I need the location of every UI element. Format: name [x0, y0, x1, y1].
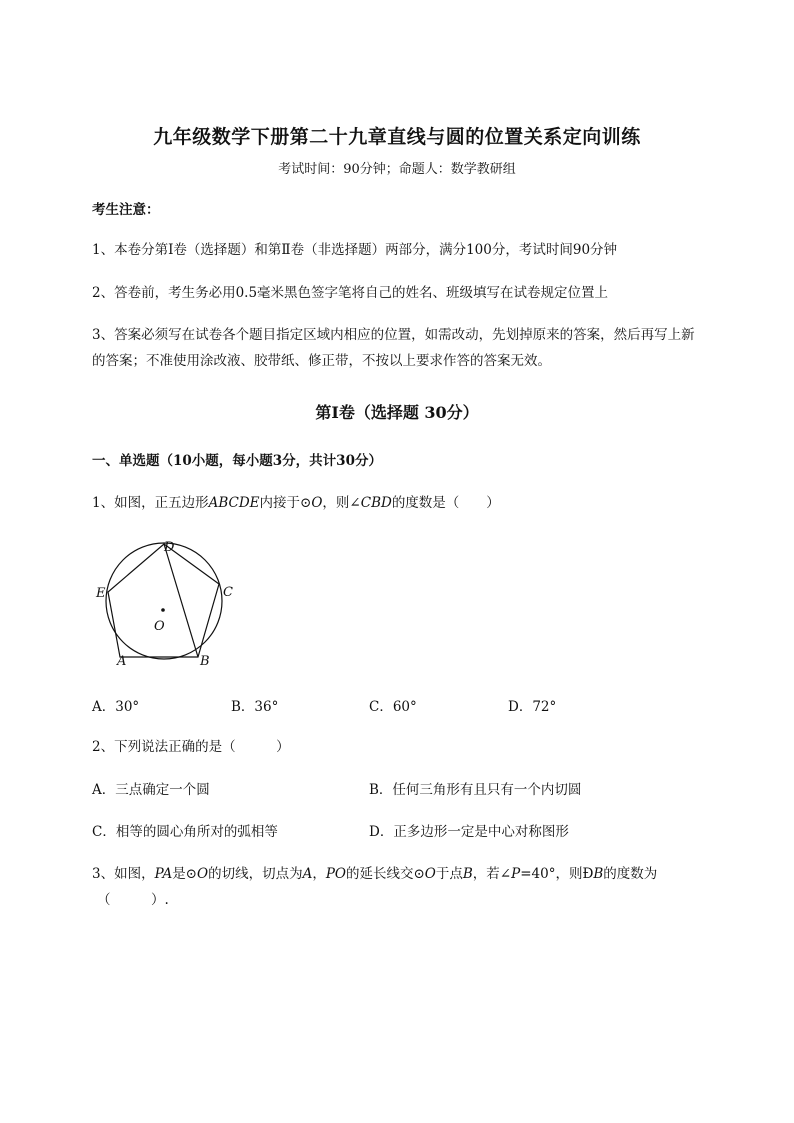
label-o: O [154, 619, 165, 634]
label-a: A [117, 654, 127, 669]
exam-info: 考试时间：90分钟；命题人：数学教研组 [278, 162, 516, 177]
page-title: 九年级数学下册第二十九章直线与圆的位置关系定向训练 [153, 126, 641, 148]
q2-option-b[interactable]: B．任何三角形有且只有一个内切圆 [369, 782, 582, 798]
part-heading: 一、单选题（10小题，每小题3分，共计30分） [92, 453, 382, 469]
notice-item-3-line2: 的答案；不准使用涂改液、胶带纸、修正带，不按以上要求作答的答案无效。 [92, 353, 551, 369]
question-2-stem: 2、下列说法正确的是（ ） [92, 739, 290, 755]
question-3-stem: 3、如图，PA是⊙O的切线，切点为A，PO的延长线交⊙O于点B，若∠P=40°，则ÐB的度数为 [92, 866, 658, 882]
segment-bd [164, 544, 198, 657]
circle-o [106, 543, 222, 659]
question-3-answer-blank: （ ）. [97, 892, 169, 908]
pentagon-abcde [108, 544, 219, 657]
label-c: C [223, 585, 233, 600]
q1-option-c[interactable]: C．60° [369, 699, 417, 715]
center-point [161, 608, 165, 612]
q1-option-b[interactable]: B．36° [231, 699, 279, 715]
notice-item-3-line1: 3、答案必须写在试卷各个题目指定区域内相应的位置，如需改动，先划掉原来的答案，然后再写上新 [92, 327, 695, 343]
q2-option-d[interactable]: D．正多边形一定是中心对称图形 [369, 824, 569, 840]
label-b: B [200, 654, 210, 669]
q1-option-a[interactable]: A．30° [92, 699, 140, 715]
q2-option-c[interactable]: C．相等的圆心角所对的弧相等 [92, 824, 278, 840]
section-title: 第Ⅰ卷（选择题 30分） [315, 403, 479, 422]
label-d: D [164, 540, 175, 555]
notice-heading: 考生注意： [92, 202, 160, 218]
notice-item-2: 2、答卷前，考生务必用0.5毫米黑色签字笔将自己的姓名、班级填写在试卷规定位置上 [92, 285, 609, 301]
q1-option-d[interactable]: D．72° [508, 699, 557, 715]
pentagon-figure [90, 535, 250, 675]
question-1-stem: 1、如图，正五边形ABCDE内接于⊙O，则∠CBD的度数是（ ） [92, 495, 500, 511]
q2-option-a[interactable]: A．三点确定一个圆 [92, 782, 210, 798]
label-e: E [96, 586, 106, 601]
notice-item-1: 1、本卷分第Ⅰ卷（选择题）和第Ⅱ卷（非选择题）两部分，满分100分，考试时间90分钟 [92, 242, 618, 258]
